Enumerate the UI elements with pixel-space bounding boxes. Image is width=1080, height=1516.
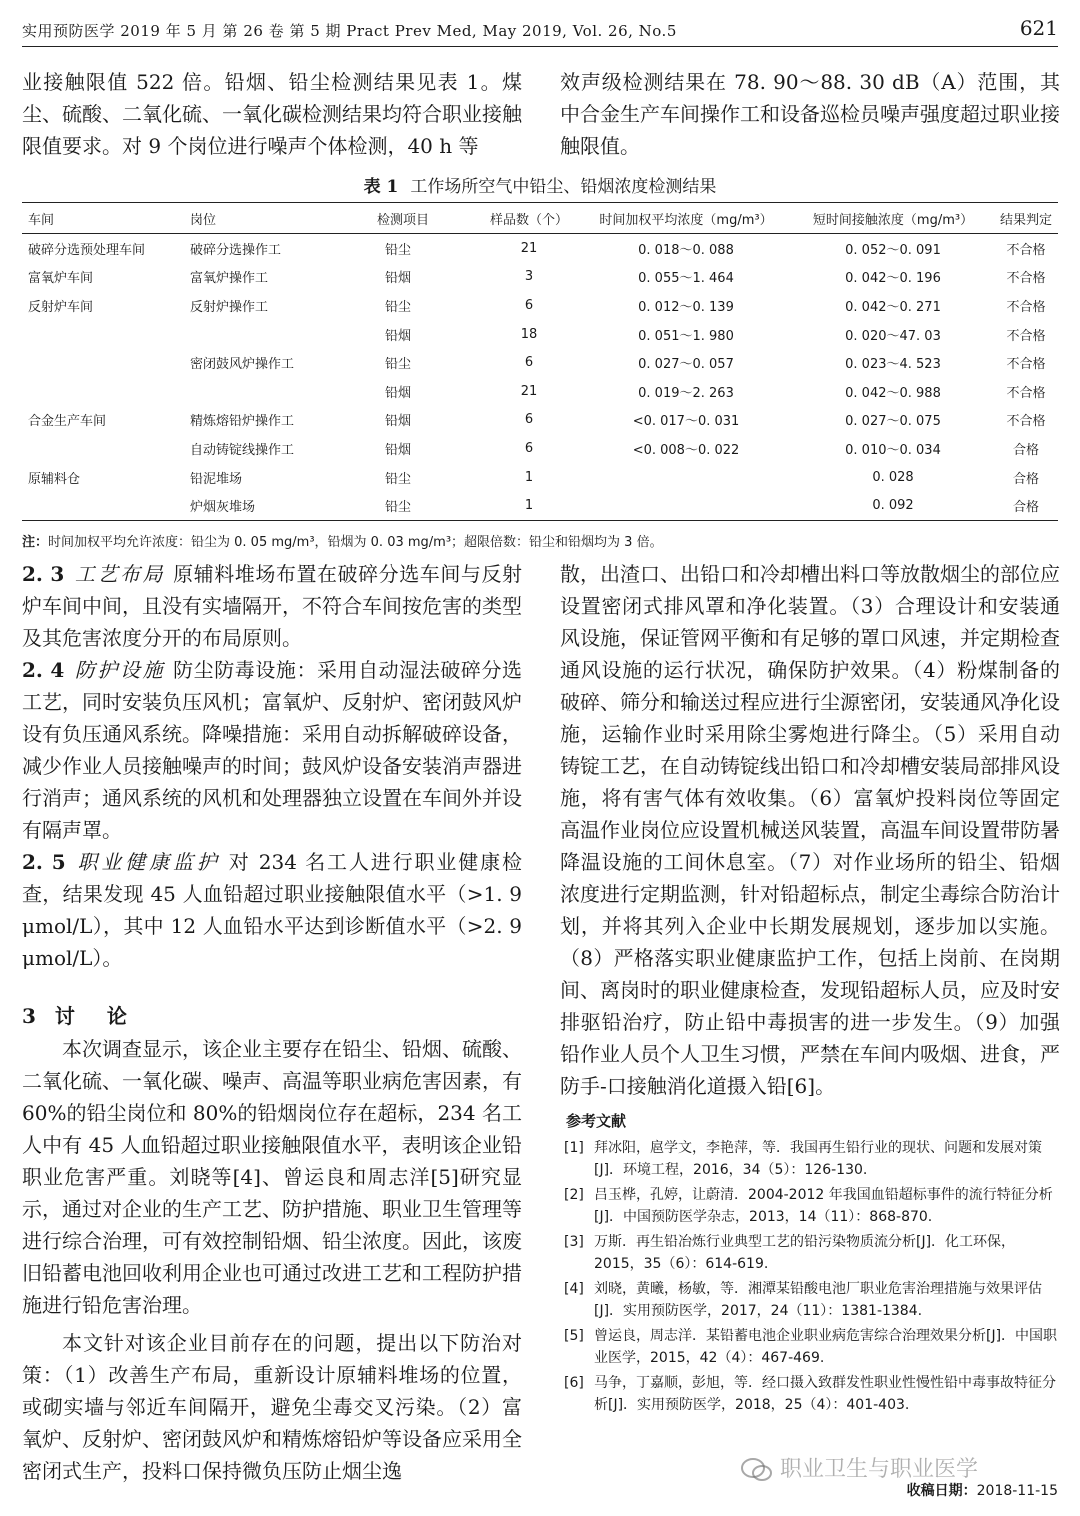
reference-text: 曾运良，周志洋．某铅蓄电池企业职业病危害综合治理效果分析[J]．中国职业医学，2015，42（4）：467-469. [594, 1328, 1058, 1366]
reference-item [560, 1372, 1060, 1416]
table-cell: 铅烟 [385, 442, 412, 458]
table-caption [0, 172, 1080, 197]
table-cell: 合格 [1012, 471, 1039, 487]
received-date [907, 1480, 1058, 1500]
table-cell: 0. 042～0. 988 [845, 385, 941, 401]
col-header: 岗位 [184, 203, 371, 234]
table-cell: 反射炉车间 [28, 299, 94, 315]
table-cell: 铅烟 [385, 328, 412, 344]
top-left-paragraph-block [22, 66, 522, 162]
table-cell: 铅尘 [385, 471, 412, 487]
table-row [22, 263, 1058, 292]
table-row [22, 434, 1058, 463]
section-number: 2. 3 [22, 562, 65, 586]
reference-item [560, 1231, 1060, 1275]
table-row [22, 406, 1058, 435]
table-cell: 精炼熔铅炉操作工 [190, 414, 295, 430]
section-2-3 [22, 558, 522, 654]
countermeasures-paragraph: 散，出渣口、出铅口和冷却槽出料口等放散烟尘的部位应设置密闭式排风罩和净化装置。（3）合理设计和安装通风设施，保证管网平衡和有足够的罩口风速，并定期检查通风设施的运行状况，确保防护效果。（4）粉煤制备的破碎、筛分和输送过程应进行尘源密闭，安装通风净化设施，运输作业时采用除尘雾炮进行降尘。（5）采用自动铸锭工艺，在自动铸锭线出铅口和冷却槽安装局部排风设施，将有害气体有效收集。（6）富氧炉投料岗位等固定高温作业岗位应设置机械送风装置，高温车间设置带防暑降温设施的工间休息室。（7）对作业场所的铅尘、铅烟浓度进行定期监测，针对铅超标点，制定尘毒综合防治计划，并将其列入企业中长期发展规划，逐步加以实施。（8）严格落实职业健康监护工作，包括上岗前、在岗期间、离岗时的职业健康检查，发现铅超标人员，应及时安排驱铅治疗，防止铅中毒损害的进一步发生。（9）加强铅作业人员个人卫生习惯，严禁在车间内吸烟、进食，严防手-口接触消化道摄入铅[6]。 [560, 562, 1060, 1098]
reference-text: 刘晓，黄曦，杨敏，等．湘潭某铅酸电池厂职业危害治理措施与效果评估[J]．实用预防医学，2017，24（11）：1381-1384. [594, 1281, 1042, 1319]
top-left-paragraph: 业接触限值 522 倍。铅烟、铅尘检测结果见表 1。煤尘、硫酸、二氧化硫、一氧化碳检测结果均符合职业接触限值要求。对 9 个岗位进行噪声个体检测，40 h 等 [22, 70, 522, 158]
note-label: 注： [22, 535, 49, 550]
reference-text: 马争，丁嘉顺，彭旭，等．经口摄入致群发性职业性慢性铅中毒事故特征分析[J]．实用预防医学，2018，25（4）：401-403. [594, 1375, 1056, 1413]
table-cell: 铅尘 [371, 491, 478, 520]
table-cell: 0. 027～0. 057 [638, 357, 734, 373]
references-heading: 参考文献 [566, 1112, 627, 1130]
table-cell: 不合格 [1006, 385, 1046, 401]
table-cell: 0. 027～0. 075 [845, 414, 941, 430]
table-row [22, 234, 1058, 263]
table-cell: 0. 028 [872, 469, 914, 485]
table-cell: 合格 [1012, 442, 1039, 458]
running-title: 实用预防医学 2019 年 5 月 第 26 卷 第 5 期 Pract Prev Med, May 2019, Vol. 26, No.5 [22, 22, 677, 40]
table-cell: 18 [520, 326, 538, 342]
table-cell: 0. 023～4. 523 [845, 357, 941, 373]
table-cell: 0. 042～0. 271 [845, 299, 941, 315]
running-header [22, 16, 1058, 47]
table-cell [580, 463, 792, 492]
reference-number: [4] [564, 1281, 584, 1297]
table-cell: 铅烟 [385, 385, 412, 401]
table-cell: 6 [524, 297, 534, 313]
table-cell: 自动铸锭线操作工 [190, 442, 295, 458]
table-cell: 不合格 [1006, 242, 1046, 258]
table-cell: 密闭鼓风炉操作工 [190, 357, 295, 373]
table-cell: 破碎分选预处理车间 [28, 242, 146, 258]
col-header: 样品数（个） [478, 203, 580, 234]
table-cell [184, 377, 371, 406]
table-row [22, 463, 1058, 492]
page-number: 621 [1019, 16, 1058, 40]
table-cell: 0. 052～0. 091 [845, 242, 941, 258]
table-cell: 铅尘 [385, 242, 412, 258]
watermark-text: 职业卫生与职业医学 [780, 1457, 979, 1482]
table-note [22, 531, 1058, 550]
table-cell [22, 348, 184, 377]
received-label: 收稿日期： [906, 1483, 977, 1499]
discussion-heading [22, 1000, 522, 1029]
reference-number: [5] [564, 1328, 584, 1344]
table-cell: 0. 020～47. 03 [845, 328, 941, 344]
discussion-paragraph-1: 本次调查显示，该企业主要存在铅尘、铅烟、硫酸、二氧化硫、一氧化碳、噪声、高温等职业病危害因素，有 60%的铅尘岗位和 80%的铅烟岗位存在超标，234 名工人中有 45 人血铅超过职业接触限值水平，表明该企业铅职业危害严重。刘晓等[4]、曾运良和周志洋[5]研究显示，通过对企业的生产工艺、防护措施、职业卫生管理等进行综合治理，可有效控制铅烟、铅尘浓度。因此，该废旧铅蓄电池回收利用企业也可通过改进工艺和工程防护措施进行铅危害治理。 [22, 1037, 522, 1317]
section-number: 3 [22, 1004, 42, 1028]
section-text: 对 234 名工人进行职业健康检查，结果发现 45 人血铅超过职业接触限值水平（>1. 9 μmol/L），其中 12 人血铅水平达到诊断值水平（>2. 9 μmol/L）。 [22, 850, 522, 970]
table-cell: 21 [520, 240, 538, 256]
table-cell: 不合格 [1006, 357, 1046, 373]
table-cell: 铅泥堆场 [190, 471, 243, 487]
table-cell: 6 [524, 412, 534, 428]
table-cell: 1 [524, 469, 534, 485]
left-column [22, 558, 522, 1487]
table-cell: 铅烟 [385, 414, 412, 430]
table-cell: 不合格 [1006, 328, 1046, 344]
table-cell [22, 320, 184, 349]
table-cell: 铅尘 [385, 299, 412, 315]
col-header: 结果判定 [994, 203, 1058, 234]
top-right-paragraph: 效声级检测结果在 78. 90～88. 30 dB（A）范围，其中合金生产车间操作工和设备巡检员噪声强度超过职业接触限值。 [560, 70, 1060, 158]
table-cell: 不合格 [1006, 299, 1046, 315]
received-value: 2018-11-15 [976, 1483, 1058, 1499]
section-number: 2. 4 [22, 658, 65, 682]
table-cell: 0. 042～0. 196 [845, 271, 941, 287]
section-title: 防护设施 [74, 658, 166, 682]
reference-number: [1] [564, 1140, 584, 1156]
right-column [560, 558, 1060, 1419]
table-row [22, 377, 1058, 406]
table-cell: 铅烟 [385, 271, 412, 287]
section-title: 工艺布局 [74, 562, 166, 586]
table-cell [22, 377, 184, 406]
table-row [22, 291, 1058, 320]
section-text: 原辅料堆场布置在破碎分选车间与反射炉车间中间，且没有实墙隔开，不符合车间按危害的类型及其危害浓度分开的布局原则。 [22, 562, 523, 650]
table-cell: 不合格 [1006, 414, 1046, 430]
reference-number: [6] [564, 1375, 584, 1391]
table-cell: 原辅料仓 [28, 471, 81, 487]
col-header: 短时间接触浓度（mg/m³） [792, 203, 994, 234]
table-cell [22, 491, 184, 520]
table-cell [22, 434, 184, 463]
col-header: 检测项目 [371, 203, 478, 234]
wechat-logo-icon [740, 1457, 774, 1483]
table-cell: 0. 012～0. 139 [638, 299, 734, 315]
table-row [22, 491, 1058, 520]
references-list [560, 1137, 1060, 1416]
watermark [740, 1452, 978, 1483]
reference-text: 吕玉桦，孔婷，让蔚清．2004-2012 年我国血铅超标事件的流行特征分析[J]．中国预防医学杂志，2013，14（11）：868-870. [594, 1187, 1053, 1225]
table-cell: 0. 051～1. 980 [638, 328, 734, 344]
table-cell: 6 [524, 355, 534, 371]
table-cell: 不合格 [1006, 271, 1046, 287]
table-cell: 0. 055～1. 464 [638, 271, 734, 287]
table-cell: <0. 008～0. 022 [632, 442, 740, 458]
section-text: 防尘防毒设施：采用自动湿法破碎分选工艺，同时安装负压风机；富氧炉、反射炉、密闭鼓风炉设有负压通风系统。降噪措施：采用自动拆解破碎设备，减少作业人员接触噪声的时间；鼓风炉设备安装消声器进行消声；通风系统的风机和处理器独立设置在车间外并设有隔声罩。 [22, 658, 523, 842]
table-cell [580, 491, 792, 520]
table-cell: 富氧炉车间 [28, 271, 94, 287]
section-2-4 [22, 654, 522, 846]
table-cell: 0. 092 [792, 491, 994, 520]
table-cell: <0. 017～0. 031 [632, 414, 740, 430]
table-cell: 21 [520, 383, 538, 399]
reference-item [560, 1325, 1060, 1369]
table-cell: 0. 019～2. 263 [638, 385, 734, 401]
table-cell [184, 320, 371, 349]
table-cell: 合金生产车间 [28, 414, 107, 430]
table-cell: 3 [524, 269, 534, 285]
col-header: 车间 [22, 203, 184, 234]
table-cell: 炉烟灰堆场 [184, 491, 371, 520]
table-cell: 1 [478, 491, 580, 520]
table-cell: 富氧炉操作工 [190, 271, 269, 287]
reference-text: 万斯．再生铅冶炼行业典型工艺的铅污染物质流分析[J]．化工环保，2015，35（6）：614-619. [594, 1234, 1016, 1272]
table-label: 表 1 [363, 177, 399, 197]
table-cell: 0. 010～0. 034 [845, 442, 941, 458]
table-cell: 铅尘 [385, 357, 412, 373]
table-cell: 反射炉操作工 [190, 299, 269, 315]
table-row [22, 320, 1058, 349]
table-cell: 6 [524, 440, 534, 456]
reference-number: [2] [564, 1187, 584, 1203]
reference-number: [3] [564, 1234, 584, 1250]
note-text: 时间加权平均允许浓度：铅尘为 0. 05 mg/m³，铅烟为 0. 03 mg/m³；超限倍数：铅尘和铅烟均为 3 倍。 [48, 535, 663, 550]
reference-item [560, 1278, 1060, 1322]
table-cell: 0. 018～0. 088 [638, 242, 734, 258]
table-caption-text: 工作场所空气中铅尘、铅烟浓度检测结果 [410, 177, 717, 197]
table-header-row [22, 203, 1058, 234]
section-number: 2. 5 [22, 850, 66, 874]
reference-text: 拜冰阳，扈学文，李艳萍，等．我国再生铅行业的现状、问题和发展对策[J]．环境工程，2016，34（5）：126-130. [594, 1140, 1042, 1178]
section-title: 讨 论 [54, 1004, 133, 1028]
top-right-paragraph-block [560, 66, 1060, 162]
table-cell: 破碎分选操作工 [190, 242, 282, 258]
section-2-5 [22, 846, 522, 974]
reference-item [560, 1137, 1060, 1181]
section-title: 职业健康监护 [75, 850, 221, 874]
col-header: 时间加权平均浓度（mg/m³） [580, 203, 792, 234]
reference-item [560, 1184, 1060, 1228]
discussion-paragraph-2: 本文针对该企业目前存在的问题，提出以下防治对策：（1）改善生产布局，重新设计原辅料堆场的位置，或砌实墙与邻近车间隔开，避免尘毒交叉污染。（2）富氧炉、反射炉、密闭鼓风炉和精炼熔铅炉等设备应采用全密闭式生产，投料口保持微负压防止烟尘逸 [22, 1331, 522, 1483]
data-table [22, 202, 1058, 521]
table-row [22, 348, 1058, 377]
table-cell: 合格 [994, 491, 1058, 520]
